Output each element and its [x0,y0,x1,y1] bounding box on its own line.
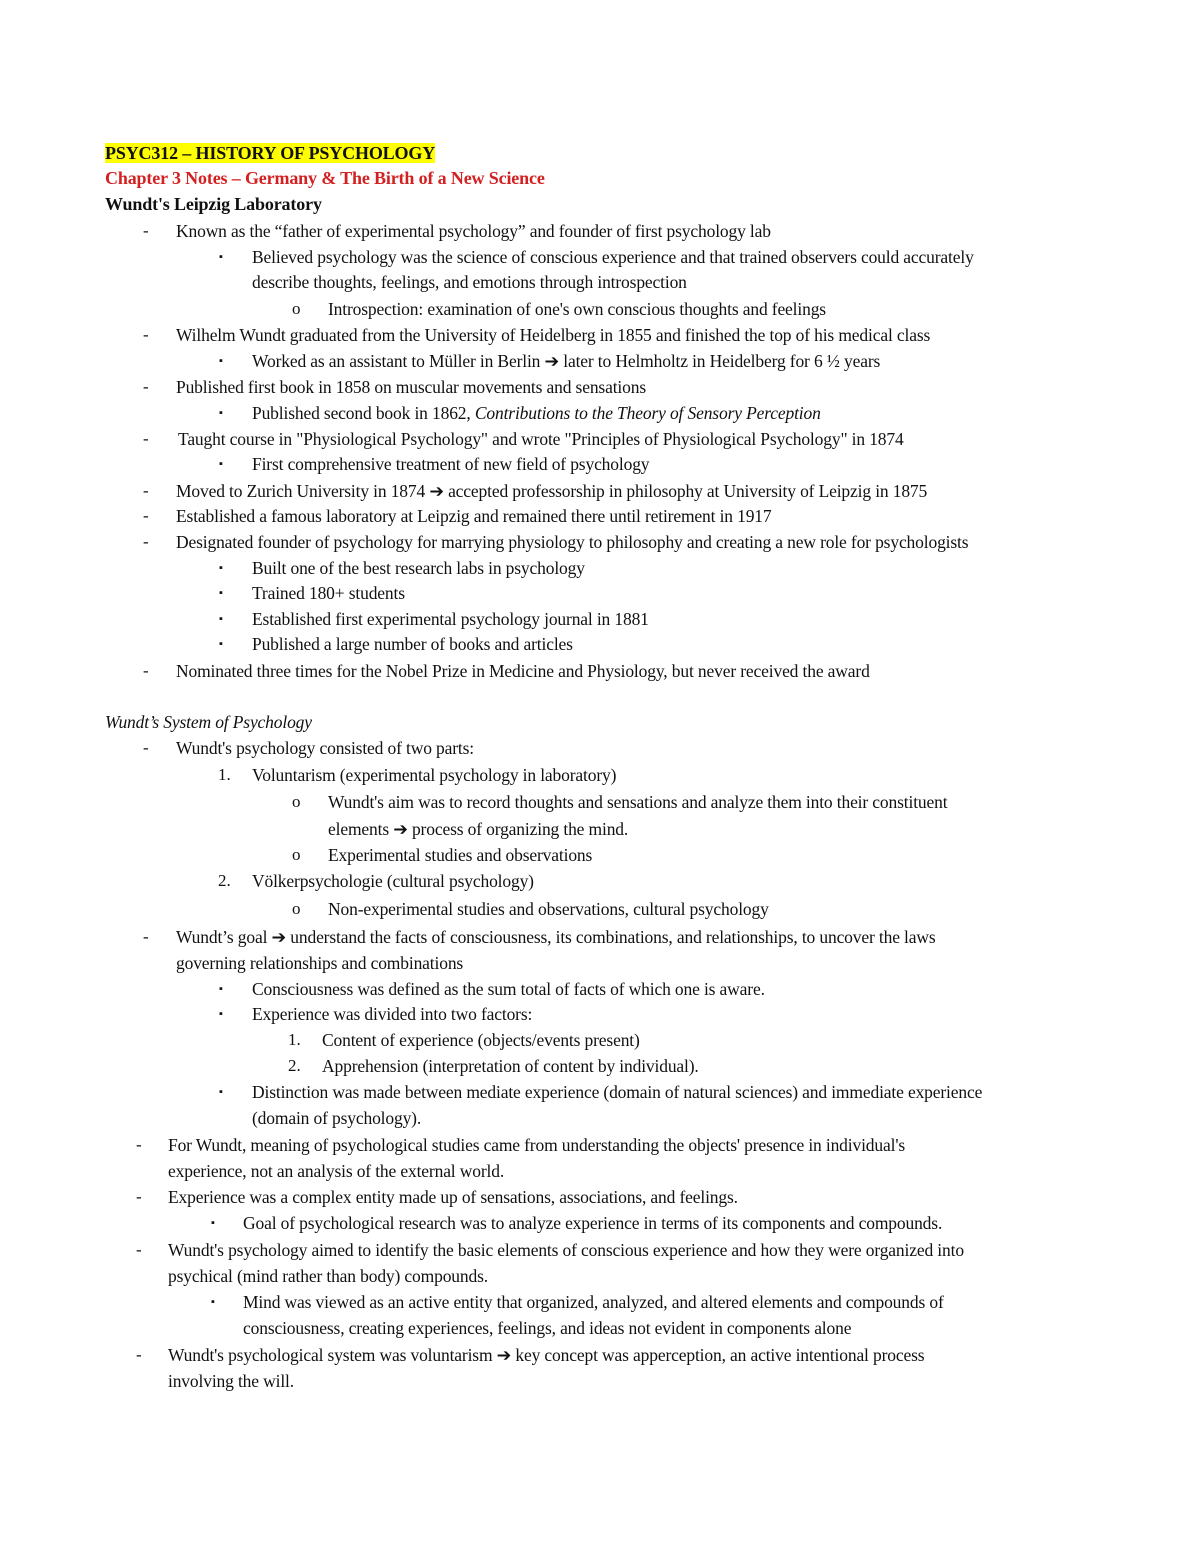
list-item: Apprehension (interpretation of content by individual). [322,1056,699,1076]
list-item: Known as the “father of experimental psychology” and founder of first psychology lab [176,221,771,241]
dash-bullet: - [143,532,149,551]
list-item: Trained 180+ students [252,583,405,603]
list-item-continuation: governing relationships and combinations [176,953,464,973]
list-item: Content of experience (objects/events present) [322,1030,640,1050]
book-title: Contributions to the Theory of Sensory Perception [474,403,821,423]
circle-bullet: o [292,845,301,864]
list-item-continuation: experience, not an analysis of the external world. [168,1161,505,1181]
square-bullet: ▪ [219,562,223,574]
list-item: Distinction was made between mediate experience (domain of natural sciences) and immediate experience [252,1082,983,1102]
list-item: Wilhelm Wundt graduated from the University of Heidelberg in 1855 and finished the top of his medical class [176,325,931,345]
list-item: Voluntarism (experimental psychology in laboratory) [252,765,617,785]
list-item-continuation: describe thoughts, feelings, and emotions through introspection [252,272,687,292]
number-marker: 1. [288,1030,301,1049]
chapter-title: Chapter 3 Notes – Germany & The Birth of a New Science [105,168,545,188]
dash-bullet: - [143,221,149,240]
dash-bullet: - [143,738,149,757]
dash-bullet: - [143,429,149,448]
section-heading-leipzig-laboratory: Wundt's Leipzig Laboratory [105,194,322,214]
square-bullet: ▪ [219,355,223,367]
number-marker: 2. [288,1056,301,1075]
list-item: Introspection: examination of one's own conscious thoughts and feelings [328,299,826,319]
square-bullet: ▪ [211,1296,215,1308]
list-item: Wundt's aim was to record thoughts and sensations and analyze them into their constituent [328,792,948,812]
list-item: Experimental studies and observations [328,845,593,865]
list-item-continuation: elements ➔ process of organizing the mind. [328,819,629,839]
square-bullet: ▪ [219,251,223,263]
square-bullet: ▪ [219,613,223,625]
list-item: Published a large number of books and articles [252,634,573,654]
square-bullet: ▪ [219,983,223,995]
circle-bullet: o [292,899,301,918]
dash-bullet: - [143,506,149,525]
square-bullet: ▪ [219,1008,223,1020]
dash-bullet: - [136,1135,142,1154]
section-heading-system-of-psychology: Wundt’s System of Psychology [105,712,312,732]
list-item: Nominated three times for the Nobel Prize in Medicine and Physiology, but never received the award [176,661,870,681]
number-marker: 2. [218,871,231,890]
square-bullet: ▪ [219,407,223,419]
list-item: Established first experimental psychology journal in 1881 [252,609,649,629]
circle-bullet: o [292,299,301,318]
course-title: PSYC312 – HISTORY OF PSYCHOLOGY [105,143,436,163]
square-bullet: ▪ [219,587,223,599]
dash-bullet: - [143,325,149,344]
list-item: Wundt's psychology consisted of two parts: [176,738,474,758]
list-item: Goal of psychological research was to analyze experience in terms of its components and compounds. [243,1213,943,1233]
list-item: Worked as an assistant to Müller in Berlin ➔ later to Helmholtz in Heidelberg for 6 ½ years [252,351,881,371]
list-item-continuation: psychical (mind rather than body) compounds. [168,1266,488,1286]
list-item: Believed psychology was the science of conscious experience and that trained observers could accurately [252,247,974,267]
list-item: First comprehensive treatment of new field of psychology [252,454,650,474]
dash-bullet: - [136,1240,142,1259]
dash-bullet: - [136,1345,142,1364]
list-item: Designated founder of psychology for marrying physiology to philosophy and creating a new role for psychologists [176,532,969,552]
dash-bullet: - [143,661,149,680]
dash-bullet: - [136,1187,142,1206]
dash-bullet: - [143,481,149,500]
list-item: Moved to Zurich University in 1874 ➔ accepted professorship in philosophy at University of Leipzig in 1875 [176,481,928,501]
list-item-continuation: consciousness, creating experiences, feelings, and ideas not evident in components alone [243,1318,852,1338]
list-item: Experience was a complex entity made up of sensations, associations, and feelings. [168,1187,738,1207]
list-item-continuation: (domain of psychology). [252,1108,422,1128]
list-item: Wundt's psychology aimed to identify the basic elements of conscious experience and how they were organized into [168,1240,964,1260]
square-bullet: ▪ [219,458,223,470]
list-item: Völkerpsychologie (cultural psychology) [252,871,534,891]
square-bullet: ▪ [211,1217,215,1229]
square-bullet: ▪ [219,1086,223,1098]
list-item: Taught course in "Physiological Psychology" and wrote "Principles of Physiological Psychology" in 1874 [178,429,904,449]
list-item: Non-experimental studies and observations, cultural psychology [328,899,769,919]
circle-bullet: o [292,792,301,811]
list-item: Published first book in 1858 on muscular movements and sensations [176,377,646,397]
list-item: Experience was divided into two factors: [252,1004,533,1024]
number-marker: 1. [218,765,231,784]
list-item: Built one of the best research labs in psychology [252,558,585,578]
list-item: For Wundt, meaning of psychological studies came from understanding the objects' presence in individual's [168,1135,905,1155]
dash-bullet: - [143,927,149,946]
list-item: Consciousness was defined as the sum total of facts of which one is aware. [252,979,765,999]
list-item: Wundt's psychological system was voluntarism ➔ key concept was apperception, an active intentional process [168,1345,925,1365]
list-item: Established a famous laboratory at Leipzig and remained there until retirement in 1917 [176,506,772,526]
list-item: Wundt’s goal ➔ understand the facts of consciousness, its combinations, and relationships, to uncover the laws [176,927,936,947]
list-item: Published second book in 1862, Contributions to the Theory of Sensory Perception [252,403,821,423]
list-item: Mind was viewed as an active entity that organized, analyzed, and altered elements and compounds of [243,1292,944,1312]
list-item-continuation: involving the will. [168,1371,294,1391]
square-bullet: ▪ [219,638,223,650]
dash-bullet: - [143,377,149,396]
